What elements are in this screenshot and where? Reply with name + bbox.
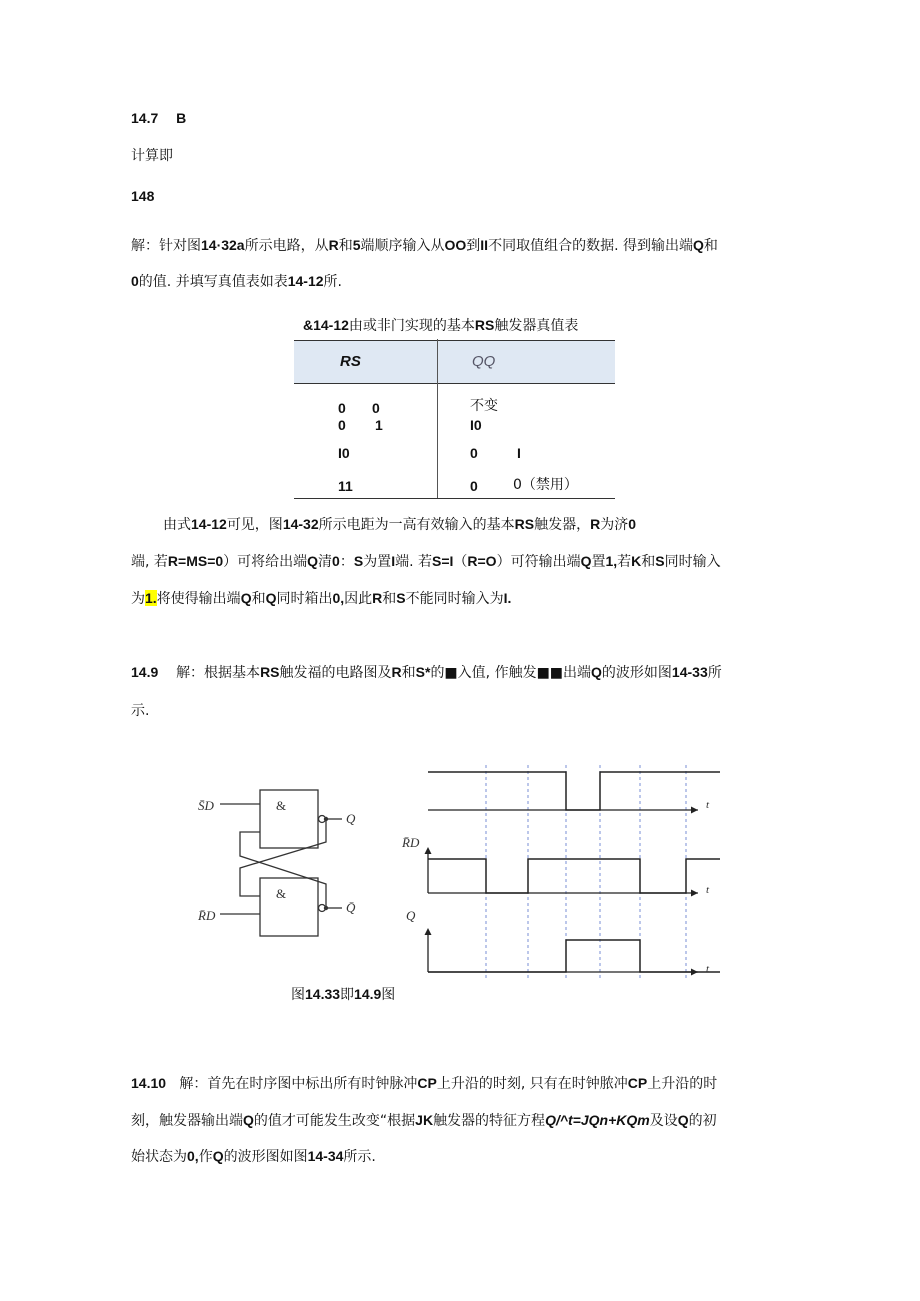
highlighted-value: 1. bbox=[145, 590, 157, 606]
text: 为 bbox=[131, 591, 145, 607]
var-s: S bbox=[655, 553, 665, 569]
paragraph-explain-line3 bbox=[131, 588, 511, 609]
junction-dot-bottom bbox=[324, 906, 328, 910]
header-rs: RS bbox=[340, 353, 361, 370]
row1-right1: 不变 bbox=[470, 398, 498, 414]
figure-ref: 14-33 bbox=[671, 664, 708, 680]
axis-arrow-R̄D bbox=[691, 890, 698, 897]
var-r: R bbox=[372, 590, 383, 606]
var-q: Q bbox=[307, 553, 319, 569]
junction-dot-top bbox=[324, 817, 328, 821]
condition: R=MS=0 bbox=[167, 553, 224, 569]
column-divider bbox=[437, 339, 438, 499]
gate-symbol-bottom: & bbox=[276, 886, 287, 901]
text: 的初 bbox=[688, 1113, 717, 1129]
text: ）可将给出端 bbox=[223, 554, 308, 570]
paragraph-explain-line1 bbox=[163, 514, 636, 535]
text: 清 bbox=[318, 554, 333, 570]
value-axis-arrow-R̄D bbox=[425, 847, 432, 854]
figure-ref: 14·32a bbox=[201, 237, 245, 253]
var-s: S bbox=[396, 590, 406, 606]
var-q: Q bbox=[591, 664, 602, 680]
condition: R=O bbox=[467, 553, 497, 569]
text: 的■入值, 作触发■■出端 bbox=[430, 665, 592, 681]
text: 若 bbox=[617, 554, 632, 570]
figure-14-33 bbox=[190, 760, 720, 990]
row2-left1: 0 bbox=[338, 417, 346, 433]
row4-right2: 0（禁用） bbox=[513, 477, 578, 493]
value: 0 bbox=[332, 553, 340, 569]
text: （ bbox=[453, 554, 468, 570]
var-k: K bbox=[631, 553, 642, 569]
wave-label-rd: R̄D bbox=[402, 835, 420, 850]
text-rs: RS bbox=[474, 317, 495, 333]
row3-left1: I0 bbox=[338, 445, 350, 461]
row1-left2: 0 bbox=[372, 400, 380, 416]
paragraph-14-9-line2: 示. bbox=[131, 703, 150, 719]
text: 所 bbox=[707, 665, 722, 681]
row4-left1: 11 bbox=[338, 478, 353, 494]
text: 和 bbox=[251, 591, 266, 607]
text-rs: RS bbox=[514, 516, 535, 532]
paragraph-14-9-line1 bbox=[131, 662, 722, 683]
value: 0 bbox=[628, 516, 636, 532]
text: 触发福的电路图及 bbox=[279, 665, 392, 681]
text: 图 bbox=[291, 987, 305, 1003]
value-axis-arrow-Q bbox=[425, 928, 432, 935]
text: 由或非门实现的基本 bbox=[348, 318, 475, 334]
page-number: 148 bbox=[131, 188, 155, 204]
label-qbar: Q̄ bbox=[346, 900, 356, 915]
paragraph-14-8-line1 bbox=[131, 235, 718, 256]
var-q: Q bbox=[240, 590, 252, 606]
text: 将使得输出端 bbox=[156, 591, 241, 607]
var-r: R bbox=[391, 664, 402, 680]
figure-caption bbox=[291, 984, 395, 1005]
var-zero: 0 bbox=[131, 273, 139, 289]
row2-left2: 1 bbox=[375, 417, 383, 433]
var-r: R bbox=[328, 237, 339, 253]
value: 0, bbox=[332, 590, 345, 606]
text: 到 bbox=[466, 238, 481, 254]
var-q: Q bbox=[580, 553, 592, 569]
var-cp: CP bbox=[417, 1075, 437, 1091]
text: 和 bbox=[401, 665, 416, 681]
value: I bbox=[391, 553, 396, 569]
value: 1, bbox=[605, 553, 618, 569]
text: 即 bbox=[340, 987, 355, 1003]
text: 为济 bbox=[600, 517, 629, 533]
paragraph-14-10-line2 bbox=[131, 1110, 717, 1131]
table-bottom-rule bbox=[294, 498, 615, 499]
text: ： bbox=[339, 554, 354, 570]
truth-table bbox=[294, 339, 615, 499]
text: 上升沿的时 bbox=[647, 1076, 718, 1092]
text: 触发器真值表 bbox=[494, 318, 579, 334]
text: 端. 若 bbox=[395, 554, 432, 570]
label-sd: S̄D bbox=[198, 798, 214, 813]
text: 所示电路，从 bbox=[244, 238, 329, 254]
text: 的值. 并填写真值表如表 bbox=[138, 274, 288, 290]
text: 同时箱出 bbox=[276, 591, 333, 607]
row1-left1: 0 bbox=[338, 400, 346, 416]
row4-right1: 0 bbox=[470, 478, 478, 494]
text: 解：针对图 bbox=[131, 238, 201, 254]
paragraph-14-10-line3 bbox=[131, 1146, 376, 1167]
table-ref: 14-12 bbox=[287, 273, 324, 289]
text: 上升沿的时刻, 只有在时钟脓冲 bbox=[436, 1076, 628, 1092]
var-r: R bbox=[590, 516, 601, 532]
var-q: Q bbox=[677, 1112, 689, 1128]
answer-letter: B bbox=[176, 110, 187, 126]
row2-right1: I0 bbox=[470, 417, 482, 433]
var-s: 5 bbox=[352, 237, 361, 253]
text: 所示. bbox=[343, 1149, 376, 1165]
text: 的波形图如图 bbox=[223, 1149, 308, 1165]
var-q: Q bbox=[212, 1148, 224, 1164]
text: 触发器， bbox=[534, 517, 591, 533]
text: 刻，触发器输出端 bbox=[131, 1113, 243, 1129]
wave-label-q: Q bbox=[406, 908, 416, 923]
text: 和 bbox=[703, 238, 718, 254]
text-rs: RS bbox=[260, 664, 280, 680]
label-rd: R̄D bbox=[198, 908, 216, 923]
text: 同时输入 bbox=[664, 554, 721, 570]
waveform-trace-R̄D bbox=[428, 859, 720, 893]
axis-t-2: t bbox=[706, 884, 710, 896]
var-s: S* bbox=[415, 664, 431, 680]
var-q: Q bbox=[265, 590, 277, 606]
figure-ref: 14-32 bbox=[282, 516, 319, 532]
text: 触发器的特征方程 bbox=[433, 1113, 546, 1129]
problem-ref: 14.9 bbox=[354, 986, 382, 1002]
text: 作 bbox=[198, 1149, 213, 1165]
calc-line: 计算即 bbox=[131, 148, 173, 164]
nand-gate-bottom bbox=[260, 878, 318, 936]
axis-t-3: t bbox=[706, 963, 710, 975]
text: 可见，图 bbox=[226, 517, 283, 533]
nand-gate-top bbox=[260, 790, 318, 848]
text: 不同取值组合的数据. 得到输出端 bbox=[488, 238, 693, 254]
paragraph-14-8-line2 bbox=[131, 271, 342, 292]
characteristic-equation: Q/^t=JQn+KQm bbox=[545, 1112, 650, 1128]
text: 不能同时输入为 bbox=[405, 591, 504, 607]
wire-q-feedback bbox=[240, 819, 326, 896]
gate-symbol-top: & bbox=[276, 798, 287, 813]
value-ii: II bbox=[480, 237, 489, 253]
value: I. bbox=[503, 590, 512, 606]
waveform-plot bbox=[425, 765, 721, 978]
value-oo: OO bbox=[444, 237, 467, 253]
text: 解：根据基本 bbox=[176, 665, 261, 681]
text-jk: JK bbox=[415, 1112, 434, 1128]
answer-14-7 bbox=[131, 108, 186, 129]
paragraph-explain-line2 bbox=[131, 551, 721, 572]
waveform-trace-Q bbox=[428, 940, 720, 972]
text: 始状态为 bbox=[131, 1149, 187, 1165]
paragraph-14-10-line1 bbox=[131, 1073, 717, 1094]
var-cp: CP bbox=[627, 1075, 648, 1091]
row3-right1: 0 bbox=[470, 445, 478, 461]
text: 所. bbox=[323, 274, 342, 290]
problem-number: 14.10 bbox=[131, 1075, 167, 1091]
value: 0, bbox=[187, 1148, 199, 1164]
var-q: Q bbox=[692, 237, 704, 253]
text: 为置 bbox=[363, 554, 392, 570]
text: 的值才可能发生改变“根据 bbox=[253, 1113, 416, 1129]
axis-arrow-S̄D bbox=[691, 807, 698, 814]
text: 和 bbox=[382, 591, 397, 607]
text: ）可符输出端 bbox=[496, 554, 581, 570]
table-caption bbox=[303, 315, 578, 336]
text: 和 bbox=[641, 554, 656, 570]
problem-number: 14.9 bbox=[131, 664, 159, 680]
table-number: &14-12 bbox=[303, 317, 349, 333]
var-s: S bbox=[353, 553, 364, 569]
label-q: Q bbox=[346, 811, 356, 826]
var-q: Q bbox=[243, 1112, 254, 1128]
axis-t-1: t bbox=[706, 799, 710, 811]
figure-ref: 14-34 bbox=[307, 1148, 344, 1164]
problem-number: 14.7 bbox=[131, 110, 159, 126]
text: 及设 bbox=[649, 1113, 678, 1129]
text: 解：首先在时序图中标出所有时钟脉冲 bbox=[179, 1076, 418, 1092]
condition: S=I bbox=[431, 553, 454, 569]
row3-right2: I bbox=[517, 445, 521, 461]
text: 的波形如图 bbox=[601, 665, 672, 681]
text: 由式 bbox=[163, 517, 191, 533]
text: 和 bbox=[338, 238, 353, 254]
text: 端顺序输入从 bbox=[360, 238, 445, 254]
text: 置 bbox=[591, 554, 606, 570]
header-qq: QQ bbox=[472, 353, 496, 370]
text: 因此 bbox=[344, 591, 373, 607]
text: 图 bbox=[381, 987, 396, 1003]
waveform-trace-S̄D bbox=[428, 772, 720, 810]
figure-number: 14.33 bbox=[305, 986, 341, 1002]
formula-ref: 14-12 bbox=[191, 516, 227, 532]
text: 所示电距为一高有效输入的基本 bbox=[318, 517, 515, 533]
text: 端, 若 bbox=[131, 554, 168, 570]
